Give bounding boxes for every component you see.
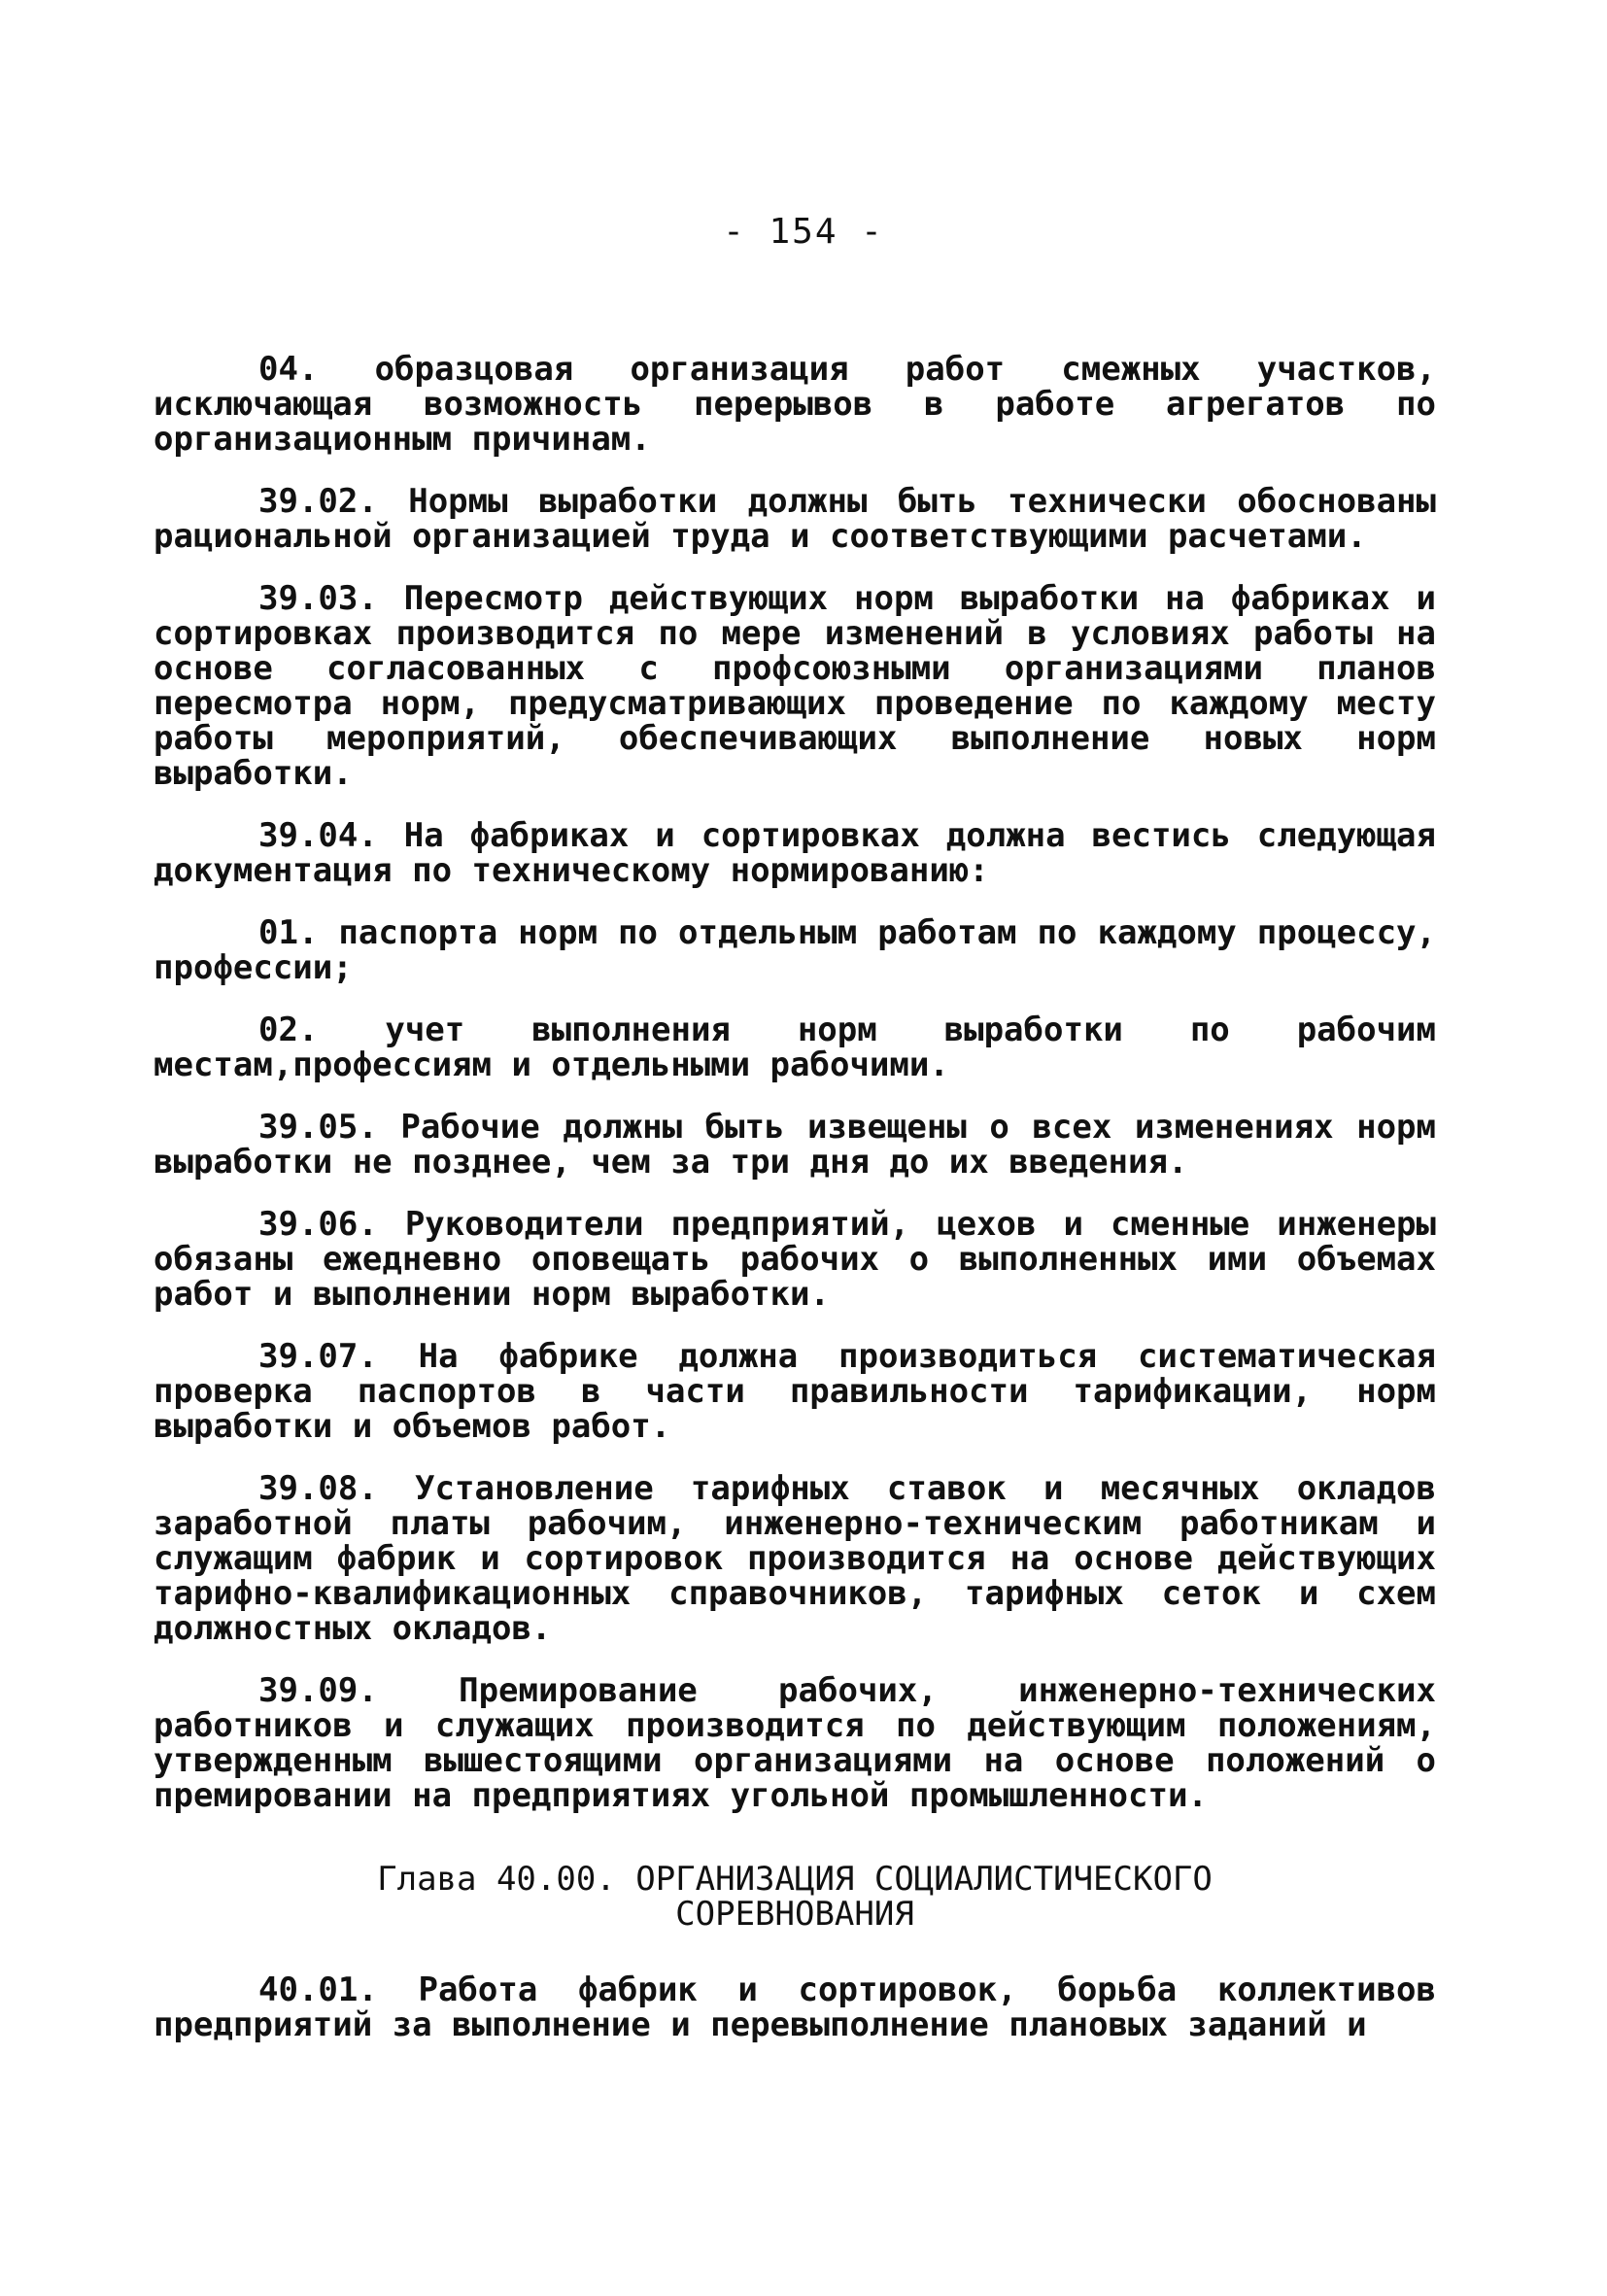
paragraph-39-08: 39.08. Установление тарифных ставок и месячных окладов заработной платы рабочим, инженерно-техническим работникам и служащим фабрик и сортировок производится на основе действующих тарифно-квалификационных справочников, тарифных сеток и схем должностных окладов. bbox=[154, 1469, 1456, 1648]
paragraph-39-03: 39.03. Пересмотр действующих норм выработки на фабриках и сортировках производится по мере изменений в условиях работы на основе согласованных с профсоюзными организациями планов пересмотра норм, предусматривающих проведение по каждому месту работы мероприятий, обеспечивающих выполнение новых норм выработки. bbox=[154, 579, 1456, 793]
chapter-title-line1: Глава 40.00. ОРГАНИЗАЦИЯ СОЦИАЛИСТИЧЕСКОГО bbox=[377, 1860, 1213, 1899]
paragraph-39-07: 39.07. На фабрике должна производиться систематическая проверка паспортов в части правильности тарификации, норм выработки и объемов работ. bbox=[154, 1337, 1456, 1446]
paragraph-01: 01. паспорта норм по отдельным работам по каждому процессу, профессии; bbox=[154, 913, 1456, 987]
paragraph-39-05: 39.05. Рабочие должны быть извещены о всех изменениях норм выработки не позднее, чем за три дня до их введения. bbox=[154, 1108, 1456, 1182]
chapter-heading bbox=[154, 1862, 1436, 1932]
paragraph-39-06: 39.06. Руководители предприятий, цехов и сменные инженеры обязаны ежедневно оповещать рабочих о выполненных ими объемах работ и выполнении норм выработки. bbox=[154, 1205, 1456, 1314]
paragraph-04: 04. образцовая организация работ смежных участков, исключающая возможность перерывов в работе агрегатов по организационным причинам. bbox=[154, 350, 1456, 459]
chapter-title-line2: СОРЕВНОВАНИЯ bbox=[675, 1895, 914, 1934]
document-body bbox=[154, 350, 1456, 2070]
paragraph-02: 02. учет выполнения норм выработки по рабочим местам,профессиям и отдельными рабочими. bbox=[154, 1011, 1456, 1084]
paragraph-39-02: 39.02. Нормы выработки должны быть технически обоснованы рациональной организацией труда и соответствующими расчетами. bbox=[154, 482, 1456, 556]
page-number: - 154 - bbox=[723, 212, 884, 252]
paragraph-39-09: 39.09. Премирование рабочих, инженерно-технических работников и служащих производится по действующим положениям, утвержденным вышестоящими организациями на основе положений о премировании на предприятиях угольной промышленности. bbox=[154, 1671, 1456, 1815]
paragraph-39-04: 39.04. На фабриках и сортировках должна вестись следующая документация по техническому нормированию: bbox=[154, 816, 1456, 890]
paragraph-40-01: 40.01. Работа фабрик и сортировок, борьба коллективов предприятий за выполнение и перевыполнение плановых заданий и bbox=[154, 1970, 1456, 2044]
